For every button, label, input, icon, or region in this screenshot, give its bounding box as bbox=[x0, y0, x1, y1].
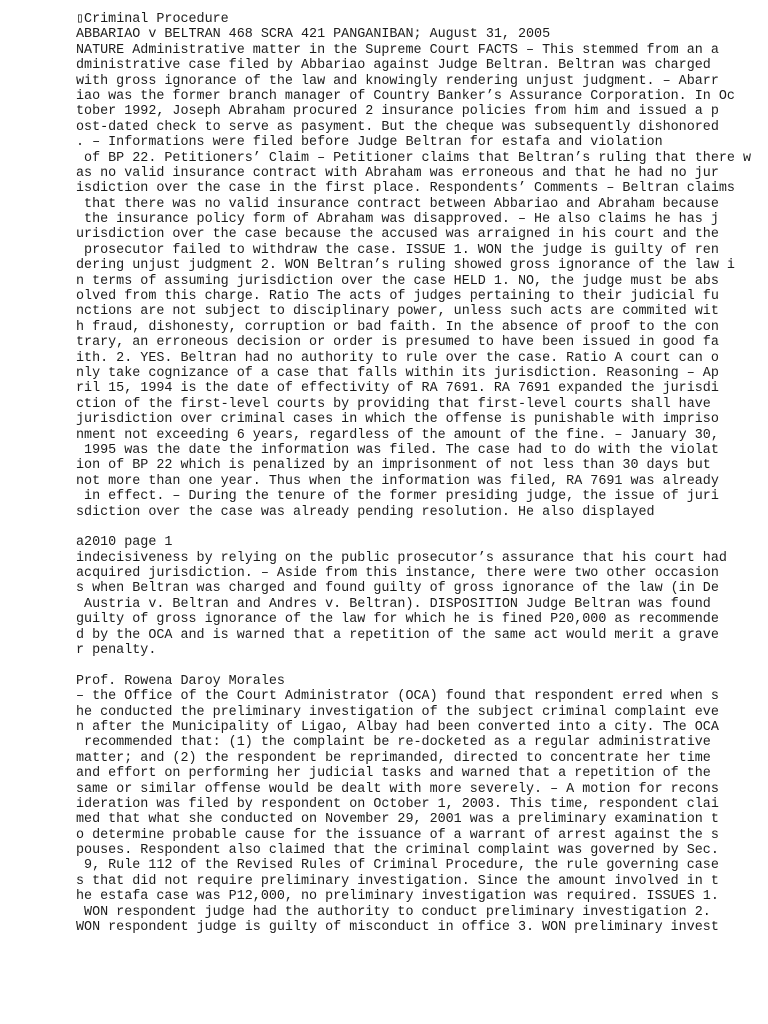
document-text-line: that there was no valid insurance contract between Abbariao and Abraham because bbox=[76, 196, 719, 212]
document-text-line: d by the OCA and is warned that a repetition of the same act would merit a grave bbox=[76, 627, 719, 643]
document-text-line: guilty of gross ignorance of the law for which he is fined P20,000 as recommende bbox=[76, 612, 719, 628]
document-text-line: s when Beltran was charged and found guilty of gross ignorance of the law (in De bbox=[76, 581, 719, 597]
document-text-line: pouses. Respondent also claimed that the criminal complaint was governed by Sec. bbox=[76, 843, 719, 859]
document-text-line: urisdiction over the case because the accused was arraigned in his court and the bbox=[76, 227, 719, 243]
document-text-line: trary, an erroneous decision or order is presumed to have been issued in good fa bbox=[76, 335, 719, 351]
document-text-line: ril 15, 1994 is the date of effectivity of RA 7691. RA 7691 expanded the jurisdi bbox=[76, 381, 719, 397]
document-text-line: sdiction over the case was already pending resolution. He also displayed bbox=[76, 504, 655, 520]
document-text-line: ction of the first-level courts by providing that first-level courts shall have bbox=[76, 396, 711, 412]
document-text-line: h fraud, dishonesty, corruption or bad faith. In the absence of proof to the con bbox=[76, 319, 719, 335]
document-text-line: the insurance policy form of Abraham was disapproved. – He also claims he has j bbox=[76, 212, 719, 228]
document-text-line: not more than one year. Thus when the information was filed, RA 7691 was already bbox=[76, 473, 719, 489]
document-text-line: nment not exceeding 6 years, regardless of the amount of the fine. – January 30, bbox=[76, 427, 719, 443]
document-text-line: o determine probable cause for the issuance of a warrant of arrest against the s bbox=[76, 827, 719, 843]
document-text-line: ion of BP 22 which is penalized by an imprisonment of not less than 30 days but bbox=[76, 458, 711, 474]
document-text-line: nctions are not subject to disciplinary power, unless such acts are commited wit bbox=[76, 304, 719, 320]
document-text-line: iao was the former branch manager of Country Banker’s Assurance Corporation. In Oc bbox=[76, 88, 735, 104]
document-text-line: and effort on performing her judicial tasks and warned that a repetition of the bbox=[76, 766, 711, 782]
document-text-line: prosecutor failed to withdraw the case. ISSUE 1. WON the judge is guilty of ren bbox=[76, 242, 719, 258]
document-text-line: Prof. Rowena Daroy Morales bbox=[76, 673, 285, 689]
document-text-line: n terms of assuming jurisdiction over the case HELD 1. NO, the judge must be abs bbox=[76, 273, 719, 289]
document-text-line: dministrative case filed by Abbariao against Judge Beltran. Beltran was charged bbox=[76, 58, 711, 74]
document-text-line: jurisdiction over criminal cases in which the offense is punishable with impriso bbox=[76, 412, 719, 428]
blank-line bbox=[76, 520, 756, 535]
document-text-line: ost-dated check to serve as pasyment. But the cheque was subsequently dishonored bbox=[76, 119, 719, 135]
document-text-line: matter; and (2) the respondent be reprimanded, directed to concentrate her time bbox=[76, 750, 711, 766]
document-text-line: ideration was filed by respondent on October 1, 2003. This time, respondent clai bbox=[76, 796, 719, 812]
document-text-line: with gross ignorance of the law and knowingly rendering unjust judgment. – Abarr bbox=[76, 73, 719, 89]
document-text-line: ABBARIAO v BELTRAN 468 SCRA 421 PANGANIBAN; August 31, 2005 bbox=[76, 27, 551, 43]
blank-line bbox=[76, 658, 756, 673]
document-text-line: nly take cognizance of a case that falls within its jurisdiction. Reasoning – Ap bbox=[76, 365, 719, 381]
document-text-line: he estafa case was P12,000, no preliminary investigation was required. ISSUES 1. bbox=[76, 889, 719, 905]
document-text-line: of BP 22. Petitioners’ Claim – Petitioner claims that Beltran’s ruling that there w bbox=[76, 150, 751, 166]
document-text-line: WON respondent judge is guilty of misconduct in office 3. WON preliminary invest bbox=[76, 920, 719, 936]
document-text-line: – the Office of the Court Administrator (OCA) found that respondent erred when s bbox=[76, 689, 719, 705]
document-text-line: Austria v. Beltran and Andres v. Beltran). DISPOSITION Judge Beltran was found bbox=[76, 596, 711, 612]
document-text-line: 1995 was the date the information was filed. The case had to do with the violat bbox=[76, 442, 719, 458]
document-text-line: . – Informations were filed before Judge Beltran for estafa and violation bbox=[76, 135, 663, 151]
document-text-line: r penalty. bbox=[76, 643, 157, 659]
document-text-line: a2010 page 1 bbox=[76, 535, 173, 551]
document-text-line: acquired jurisdiction. – Aside from this instance, there were two other occasion bbox=[76, 566, 719, 582]
document-text-line: ith. 2. YES. Beltran had no authority to rule over the case. Ratio A court can o bbox=[76, 350, 719, 366]
document-text-line: 9, Rule 112 of the Revised Rules of Criminal Procedure, the rule governing case bbox=[76, 858, 719, 874]
document-text-line: NATURE Administrative matter in the Supreme Court FACTS – This stemmed from an a bbox=[76, 42, 719, 58]
document-text-line: indecisiveness by relying on the public prosecutor’s assurance that his court had bbox=[76, 550, 727, 566]
document-text-line: in effect. – During the tenure of the former presiding judge, the issue of juri bbox=[76, 489, 719, 505]
document-text-line: he conducted the preliminary investigation of the subject criminal complaint eve bbox=[76, 704, 719, 720]
document-text-line: same or similar offense would be dealt with more severely. – A motion for recons bbox=[76, 781, 719, 797]
document-text-line: isdiction over the case in the first place. Respondents’ Comments – Beltran claims bbox=[76, 181, 735, 197]
document-page bbox=[76, 12, 756, 935]
document-text-line: dering unjust judgment 2. WON Beltran’s ruling showed gross ignorance of the law i bbox=[76, 258, 735, 274]
document-text-line: med that what she conducted on November 29, 2001 was a preliminary examination t bbox=[76, 812, 719, 828]
document-text-line: WON respondent judge had the authority to conduct preliminary investigation 2. bbox=[76, 904, 711, 920]
document-text-line: recommended that: (1) the complaint be re-docketed as a regular administrative bbox=[76, 735, 711, 751]
document-text-line: n after the Municipality of Ligao, Albay had been converted into a city. The OCA bbox=[76, 719, 719, 735]
document-text-line: ▯Criminal Procedure bbox=[76, 12, 229, 27]
document-text-line: s that did not require preliminary investigation. Since the amount involved in t bbox=[76, 873, 719, 889]
document-text-line: as no valid insurance contract with Abraham was erroneous and that he had no jur bbox=[76, 165, 719, 181]
document-text-line: olved from this charge. Ratio The acts of judges pertaining to their judicial fu bbox=[76, 289, 719, 305]
document-text-line: tober 1992, Joseph Abraham procured 2 insurance policies from him and issued a p bbox=[76, 104, 719, 120]
